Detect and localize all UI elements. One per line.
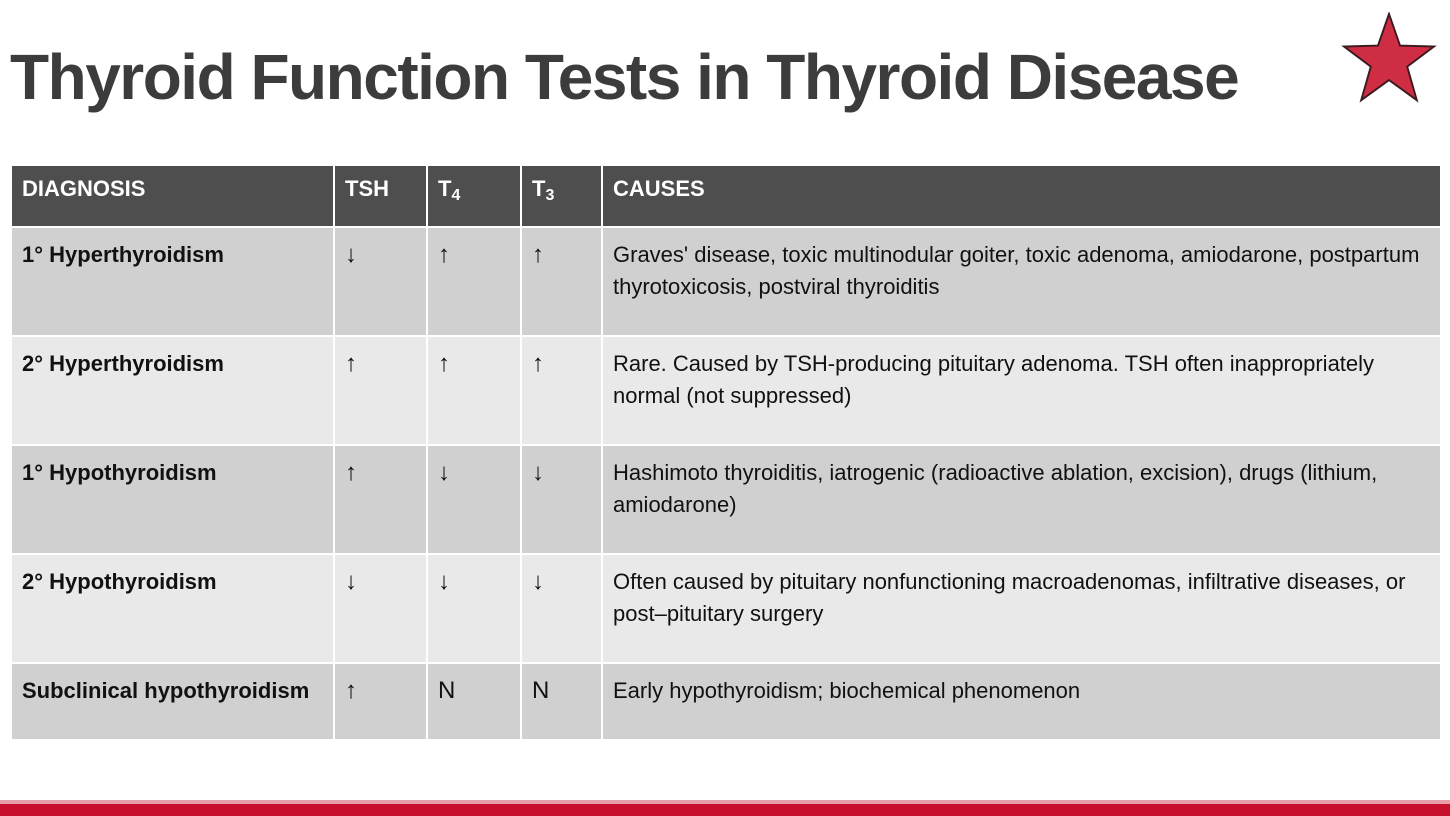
- t4-cell: ↑: [427, 227, 521, 336]
- causes-cell: Graves' disease, toxic multinodular goiter, toxic adenoma, amiodarone, postpartum thyrotoxicosis, postviral thyroiditis: [602, 227, 1441, 336]
- causes-cell: Hashimoto thyroiditis, iatrogenic (radioactive ablation, excision), drugs (lithium, amiodarone): [602, 445, 1441, 554]
- t4-cell: N: [427, 663, 521, 740]
- header-diagnosis: DIAGNOSIS: [11, 165, 334, 227]
- page-title: Thyroid Function Tests in Thyroid Disease: [10, 41, 1239, 113]
- causes-cell: Often caused by pituitary nonfunctioning macroadenomas, infiltrative diseases, or post–pituitary surgery: [602, 554, 1441, 663]
- header-t3-base: T: [532, 176, 546, 201]
- header-t4-base: T: [438, 176, 452, 201]
- tsh-cell: ↓: [334, 227, 427, 336]
- bottom-accent-bar: [0, 804, 1450, 816]
- header-t4-sub: 4: [451, 187, 461, 204]
- table-row: [11, 554, 1441, 663]
- diagnosis-cell: 2° Hyperthyroidism: [11, 336, 334, 445]
- tsh-cell: ↑: [334, 445, 427, 554]
- diagnosis-cell: 2° Hypothyroidism: [11, 554, 334, 663]
- causes-cell: Early hypothyroidism; biochemical phenomenon: [602, 663, 1441, 740]
- t3-cell: ↓: [521, 554, 602, 663]
- header-tsh: TSH: [334, 165, 427, 227]
- table-row: [11, 445, 1441, 554]
- header-t4: [427, 165, 521, 227]
- tsh-cell: ↑: [334, 336, 427, 445]
- t3-cell: ↓: [521, 445, 602, 554]
- t3-cell: N: [521, 663, 602, 740]
- table-row: [11, 663, 1441, 740]
- t4-cell: ↑: [427, 336, 521, 445]
- t3-cell: ↑: [521, 227, 602, 336]
- diagnosis-cell: Subclinical hypothyroidism: [11, 663, 334, 740]
- table-row: [11, 336, 1441, 445]
- header-t3: [521, 165, 602, 227]
- causes-cell: Rare. Caused by TSH-producing pituitary adenoma. TSH often inappropriately normal (not suppressed): [602, 336, 1441, 445]
- star-icon: [1341, 12, 1437, 104]
- header-causes: CAUSES: [602, 165, 1441, 227]
- tsh-cell: ↓: [334, 554, 427, 663]
- header-t3-sub: 3: [545, 187, 555, 204]
- diagnosis-cell: 1° Hyperthyroidism: [11, 227, 334, 336]
- t4-cell: ↓: [427, 445, 521, 554]
- t4-cell: ↓: [427, 554, 521, 663]
- diagnosis-cell: 1° Hypothyroidism: [11, 445, 334, 554]
- t3-cell: ↑: [521, 336, 602, 445]
- table-header-row: [11, 165, 1441, 227]
- thyroid-function-table: [10, 164, 1442, 741]
- tsh-cell: ↑: [334, 663, 427, 740]
- table-row: [11, 227, 1441, 336]
